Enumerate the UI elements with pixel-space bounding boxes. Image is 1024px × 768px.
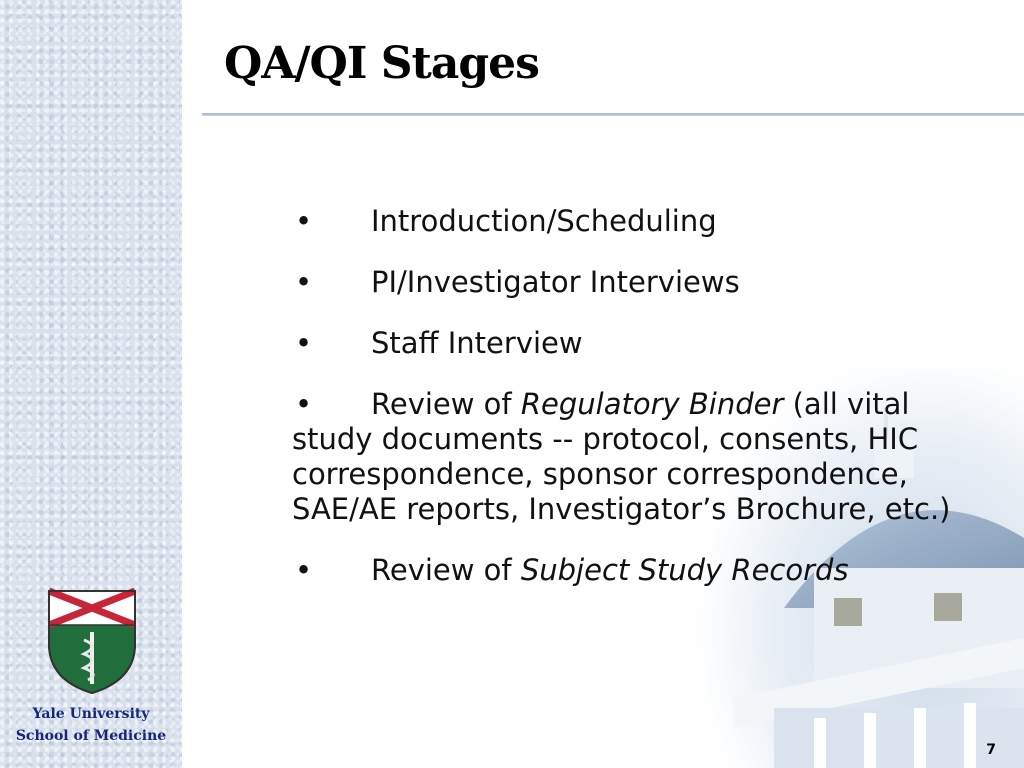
bullet-list: [292, 204, 982, 614]
bullet-item: [292, 326, 982, 361]
bullet-text-suffix: (all vital study documents -- protocol, consents, HIC correspondence, sponsor correspondence, SAE/AE reports, Investigator’s Brochure, etc.): [292, 387, 951, 526]
yale-shield-logo: [46, 588, 138, 696]
bullet-marker: •: [295, 387, 313, 421]
slide-title: QA/QI Stages: [224, 38, 539, 89]
title-divider: [202, 113, 1024, 116]
page-number: 7: [986, 742, 996, 758]
bullet-marker: •: [295, 553, 313, 587]
bullet-text-emphasis: Subject Study Records: [520, 553, 849, 587]
bullet-marker: •: [295, 204, 313, 238]
bullet-marker: •: [295, 326, 313, 360]
school-name-line1: Yale University: [32, 706, 150, 722]
bullet-item: [292, 265, 982, 300]
bullet-text-emphasis: Regulatory Binder: [520, 387, 784, 421]
bullet-text-prefix: Review of: [371, 387, 521, 421]
bullet-text: PI/Investigator Interviews: [371, 265, 740, 299]
bullet-item: [292, 204, 982, 239]
bullet-text: Staff Interview: [371, 326, 583, 360]
bullet-text: Introduction/Scheduling: [371, 204, 717, 238]
bullet-marker: •: [295, 265, 313, 299]
school-name-line2: School of Medicine: [15, 728, 167, 744]
bullet-text-prefix: Review of: [371, 553, 521, 587]
bullet-item: [292, 553, 982, 588]
bullet-item: [292, 387, 982, 527]
